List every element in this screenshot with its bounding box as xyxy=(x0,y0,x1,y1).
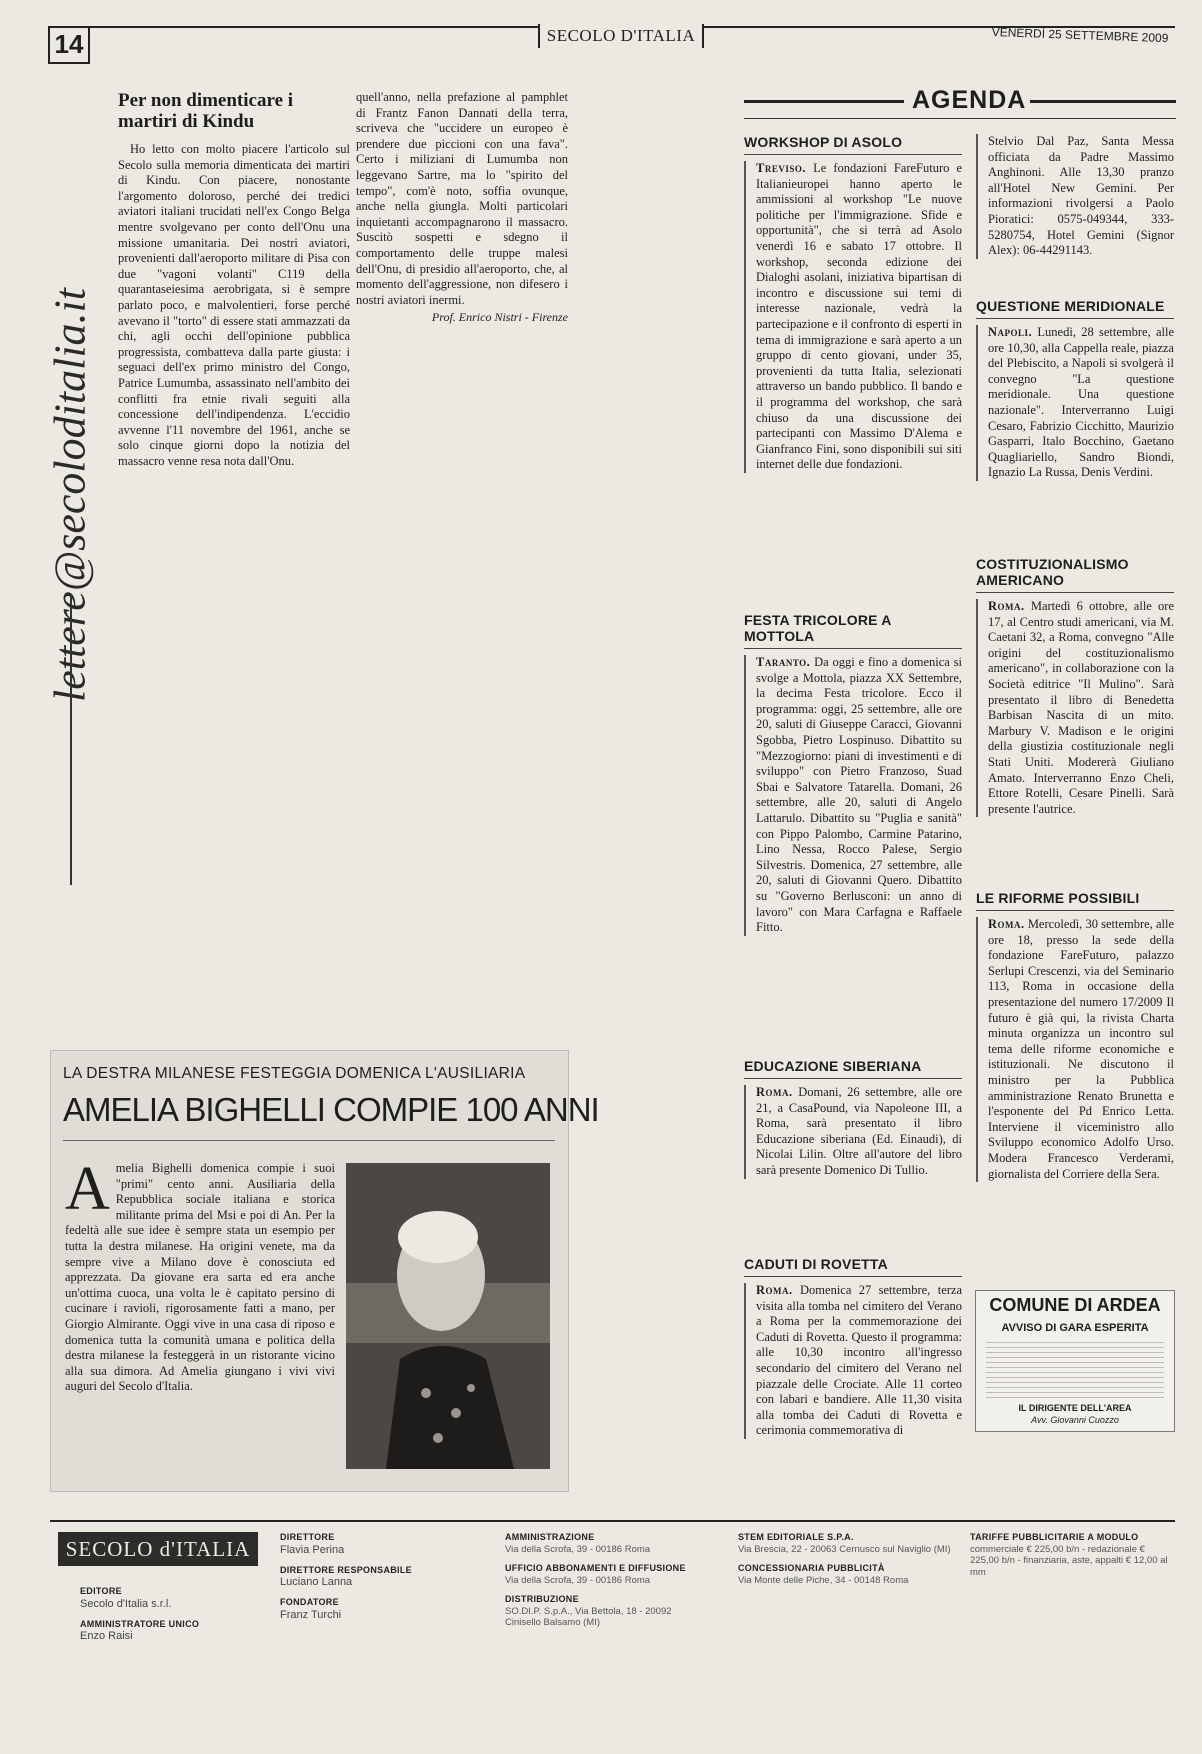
entry-heading: COSTITUZIONALISMO AMERICANO xyxy=(976,556,1174,593)
agenda-entry-riforme xyxy=(976,890,1174,1275)
letter-signature: Prof. Enrico Nistri - Firenze xyxy=(431,310,568,325)
letter-column-1 xyxy=(118,90,350,1020)
entry-text: Domenica 27 settembre, terza visita alla tomba nel cimitero del Verano a Roma per la commemorazione dei Caduti di Rovetta. Questo il programma: alle 10,30 incontro all'ingresso secondario del cimitero del Verano nel piazzale delle Crociate. Alle 11 corteo con labari e bandiere. Alle 11,30 visita alla tomba dei Caduti di Rovetta e cerimonia commemorativa di xyxy=(756,1283,962,1438)
colophon-amministrazione xyxy=(505,1532,705,1637)
entry-body xyxy=(976,134,1174,259)
feature-rule xyxy=(63,1140,555,1141)
feature-text: melia Bighelli domenica compie i suoi "primi" cento anni. Ausiliaria della Repubblica sociale italiana e storica militante prima del Msi e poi di An. Per la fedeltà alle sue idee è sempre stata un esempio per tutta la destra milanese. Ha origini venete, ma da sempre vive a Milano dove è conosciuta ed apprezzata. Da giovane era sarta ed era anche un'ottima cuoca, una volta le è capitato persino di cucinare i ravioli, rigorosamente fatti a mano, per Giorgio Almirante. Oggi vive in una casa di riposo e domenica tutta la comunità umana e politica della destra milanese la festeggerà in un ristorante vicino alla sua dimora. Ad Amelia giungano i vivi vivi auguri del Secolo d'Italia. xyxy=(65,1161,335,1394)
feature-title: AMELIA BIGHELLI COMPIE 100 ANNI xyxy=(63,1091,599,1128)
agenda-rule-right xyxy=(1030,100,1176,103)
label: CONCESSIONARIA PUBBLICITÀ xyxy=(738,1563,885,1573)
colophon-stampa xyxy=(738,1532,958,1594)
entry-heading: LE RIFORME POSSIBILI xyxy=(976,890,1174,911)
entry-heading: FESTA TRICOLORE A MOTTOLA xyxy=(744,612,962,649)
agenda-entry-asolo xyxy=(744,134,962,594)
entry-heading: EDUCAZIONE SIBERIANA xyxy=(744,1058,962,1079)
entry-heading: QUESTIONE MERIDIONALE xyxy=(976,298,1174,319)
feature-photo xyxy=(346,1163,550,1469)
vertical-rule xyxy=(70,595,72,885)
colophon-logo: SECOLO d'ITALIA xyxy=(58,1532,258,1566)
letter-column-2 xyxy=(356,90,568,1020)
agenda-underline xyxy=(744,118,1176,119)
entry-heading: CADUTI DI ROVETTA xyxy=(744,1256,962,1277)
agenda-entry-mottola xyxy=(744,612,962,1030)
entry-heading: WORKSHOP DI ASOLO xyxy=(744,134,962,155)
value: Via Monte delle Piche, 34 - 00148 Roma xyxy=(738,1574,909,1586)
page-number: 14 xyxy=(48,26,90,64)
ardea-signer-title: IL DIRIGENTE DELL'AREA xyxy=(1018,1403,1132,1413)
label: FONDATORE xyxy=(280,1597,339,1607)
entry-text: Domani, 26 settembre, alle ore 21, a CasaPound, via Napoleone III, a Roma, sarà presentato il libro Educazione siberiana (Ed. Einaudi), di Nicolai Lilin. Oltre all'autore del libro sarà presente Domenico Di Tullio. xyxy=(756,1085,962,1177)
agenda-header xyxy=(744,86,1176,116)
entry-body xyxy=(976,599,1174,817)
entry-body xyxy=(976,325,1174,481)
colophon-editore xyxy=(80,1586,255,1651)
label: DIRETTORE RESPONSABILE xyxy=(280,1564,412,1575)
entry-city: Roma. xyxy=(756,1283,793,1297)
entry-text: Martedì 6 ottobre, alle ore 17, al Centro studi americani, via M. Caetani 32, a Roma, convegno "Alle origini del costituzionalismo americano", in collaborazione con la Società editrice "Il Mulino". Sarà presentato il libro di Benedetta Barbisan Nascita di un mito. Marbury V. Madison e le origini della giustizia costituzionale negli Stati Uniti. Modererà Giuliano Amato. Interverranno Enzo Cheli, Ettore Rotelli, Cesare Pinelli. Sarà presente l'autrice. xyxy=(988,599,1174,816)
value: Via della Scrofa, 39 - 00186 Roma xyxy=(505,1574,651,1586)
value: SO.DI.P. S.p.A., Via Bettola, 18 - 20092 Cinisello Balsamo (MI) xyxy=(505,1605,672,1628)
entry-text: Stelvio Dal Paz, Santa Messa officiata da Padre Massimo Anghinoni. Alle 13,30 pranzo all'Hotel New Gemini. Per informazioni rivolgersi a Paolo Pioratici: 0575-049344, 333-5280754, Hotel Gemini (Signor Alex): 06-44291143. xyxy=(988,134,1174,258)
agenda-rule-left xyxy=(744,100,904,103)
feature-dropcap: A xyxy=(65,1155,110,1223)
label: UFFICIO ABBONAMENTI E DIFFUSIONE xyxy=(505,1563,686,1573)
agenda-entry-costituzionalismo xyxy=(976,556,1174,880)
letter-body-2 xyxy=(356,90,568,308)
ardea-subtitle: AVVISO DI GARA ESPERITA xyxy=(1001,1322,1149,1334)
agenda-entry-rovetta xyxy=(744,1256,962,1506)
ardea-signer: Avv. Giovanni Cuozzo xyxy=(1031,1415,1119,1425)
ardea-notice xyxy=(975,1290,1175,1432)
entry-text: Le fondazioni FareFuturo e Italianieuropei hanno aperto le ammissioni al workshop "Le nuove politiche per l'immigrazione. Sfide e opportunità", che si terrà ad Asolo venerdì 16 e sabato 17 ottobre. Il workshop, seconda edizione dei Dialoghi asolani, iniziativa bipartisan di incontro e discussione sui temi di interesse nazionale, vedrà la partecipazione e il confronto di esperti in tema di immigrazione e sarà aperto a un gruppo di cento giovani, under 35, provenienti da tutta Italia, selezionati attraverso un bando pubblico. Il bando e il programma del workshop, che sarà chiuso da una discussione dei partecipanti con Massimo D'Alema e Gianfranco Fini, sono disponibili sui siti internet delle due fondazioni. xyxy=(756,161,962,472)
colophon xyxy=(50,1520,1175,1747)
label: STEM EDITORIALE S.P.A. xyxy=(738,1532,854,1542)
label: AMMINISTRAZIONE xyxy=(505,1532,595,1542)
entry-body xyxy=(744,655,962,936)
agenda-entry-meridionale xyxy=(976,298,1174,528)
label: DISTRIBUZIONE xyxy=(505,1594,579,1604)
dateline: VENERDÌ 25 SETTEMBRE 2009 xyxy=(991,25,1169,46)
entry-city: Roma. xyxy=(988,917,1025,931)
agenda-entry-siberiana xyxy=(744,1058,962,1258)
entry-city: Roma. xyxy=(756,1085,793,1099)
portrait-illustration xyxy=(346,1163,550,1469)
letter-text-1: Ho letto con molto piacere l'articolo sul Secolo sulla memoria dimenticata dei martiri di Kindu. Con piacere, nonostante l'argomento doloroso, perché dei tredici aviatori italiani trucidati nell'ex Congo Belga mentre svolgevano per conto dell'Onu una missione umanitaria. Dei nostri aviatori, provenienti dall'aeroporto militare di Pisa con due "vagoni volanti" C119 della quarantaseiesima aerobrigata, si è sempre parlato poco, e malvolentieri, forse perché avevano il "torto" di essere stati ammazzati da chi, agli occhi dell'opinione pubblica progressista, combatteva dalla parte giusta: i seguaci dell'ex primo ministro del Congo, Patrice Lumumba, assassinato nell'ambito dei conflitti fra etnie rivali seguiti alla concessione dell'indipendenza. L'eccidio avvenne l'11 novembre del 1961, anche se solo cinque giorni dopo la notizia del massacro venne resa nota dall'Onu. xyxy=(118,142,350,468)
entry-text: Da oggi e fino a domenica si svolge a Mottola, piazza XX Settembre, la decima Festa tricolore. Ecco il programma: oggi, 25 settembre, alle ore 20, saluti di Giuseppe Caracci, Giovanni Sgobba, Pietro Lospinuso. Dibattito su "Mezzogiorno: piani di investimenti e di sviluppo" con Pietro Franzoso, Suad Sbai e Salvatore Tatarella. Domani, 26 settembre, alle 20, saluti di Angelo Lattarulo. Dibattito su "Puglia e sanità" con Pippo Palombo, Carmine Patarino, Lino Nessa, Rocco Palese, Sergio Silvestris. Domenica, 27 settembre, alle 20, saluti di Giovanni Quero. Dibattito su "Governo Berlusconi: un anno di lavoro" con Mara Carfagna e Raffaele Fitto. xyxy=(756,655,962,935)
value: Flavia Perina xyxy=(280,1543,345,1556)
value: commerciale € 225,00 b/n - redazionale € 225,00 b/n - finanziaria, aste, appalti € 12,00 al mm xyxy=(970,1543,1168,1578)
label: TARIFFE PUBBLICITARIE A MODULO xyxy=(970,1532,1139,1542)
value: Luciano Lanna xyxy=(280,1576,353,1588)
colophon-direzione xyxy=(280,1532,470,1630)
entry-text: Mercoledì, 30 settembre, alle ore 18, presso la sede della fondazione FareFuturo, palazzo Serlupi Crescenzi, via del Seminario 113, Roma in occasione della presentazione del numero 17/2009 Il futuro è già qui, la rivista Charta minuta organizza un incontro sul tema delle riforme economiche e istituzionali. Ne discutono il ministro per la Pubblica amministrazione Renato Brunetta e l'esponente del Pd Enrico Letta. Interviene il viceministro allo Sviluppo economico Adolfo Urso. Modera Francesco Verderami, giornalista del Corriere della Sera. xyxy=(988,917,1174,1181)
feature-kicker: LA DESTRA MILANESE FESTEGGIA DOMENICA L'AUSILIARIA xyxy=(63,1065,526,1082)
entry-text: Lunedì, 28 settembre, alle ore 10,30, alla Cappella reale, piazza del Plebiscito, a Napoli si svolgerà il convegno "La questione meridionale. Una questione nazionale". Interverranno Luigi Cesaro, Fabrizio Cicchitto, Maurizio Gasparri, Italo Bocchino, Gaetano Quagliariello, Sandro Biondi, Ignazio La Russa, Denis Verdini. xyxy=(988,325,1174,480)
masthead: SECOLO D'ITALIA xyxy=(538,24,704,48)
ardea-title: COMUNE DI ARDEA xyxy=(989,1295,1161,1315)
agenda-continued xyxy=(976,134,1174,264)
letter-title: Per non dimenticare i martiri di Kindu xyxy=(118,90,294,132)
letters-email[interactable]: lettere@secoloditalia.it xyxy=(45,288,95,702)
entry-city: Napoli. xyxy=(988,325,1033,339)
value: Enzo Raisi xyxy=(80,1630,133,1642)
agenda-title: AGENDA xyxy=(912,86,1027,114)
colophon-tariffe xyxy=(970,1532,1170,1586)
entry-city: Roma. xyxy=(988,599,1025,613)
label: EDITORE xyxy=(80,1586,122,1596)
entry-body xyxy=(744,161,962,473)
letter-text-2: quell'anno, nella prefazione al pamphlet di Frantz Fanon Dannati della terra, scriveva che "uccidere un europeo è prendere due piccioni con una fava". Certo i miliziani di Lumumba non leggevano Sartre, ma lo "spirito del tempo", com'è noto, soffia ovunque, anche nella giungla. Molti particolari inquietanti accompagnarono il massacro. Suscitò sospetti e sdegno il comportamento delle truppe malesi dell'Onu, di presidio all'aeroporto, che, al momento dell'aggressione, non difesero i nostri aviatori inermi. xyxy=(356,90,568,307)
entry-body xyxy=(976,917,1174,1182)
ardea-fine-print xyxy=(986,1338,1164,1400)
feature-body xyxy=(65,1155,335,1395)
letter-body-1 xyxy=(118,142,350,469)
label: AMMINISTRATORE UNICO xyxy=(80,1618,200,1629)
entry-city: Taranto. xyxy=(756,655,811,669)
value: Via Brescia, 22 - 20063 Cernusco sul Naviglio (MI) xyxy=(738,1543,951,1555)
value: Via della Scrofa, 39 - 00186 Roma xyxy=(505,1543,651,1555)
label: DIRETTORE xyxy=(280,1532,335,1542)
feature-box xyxy=(50,1050,599,1492)
entry-body xyxy=(744,1085,962,1179)
value: Secolo d'Italia s.r.l. xyxy=(80,1597,172,1610)
value: Franz Turchi xyxy=(280,1608,342,1621)
entry-city: Treviso. xyxy=(756,161,806,175)
entry-body xyxy=(744,1283,962,1439)
